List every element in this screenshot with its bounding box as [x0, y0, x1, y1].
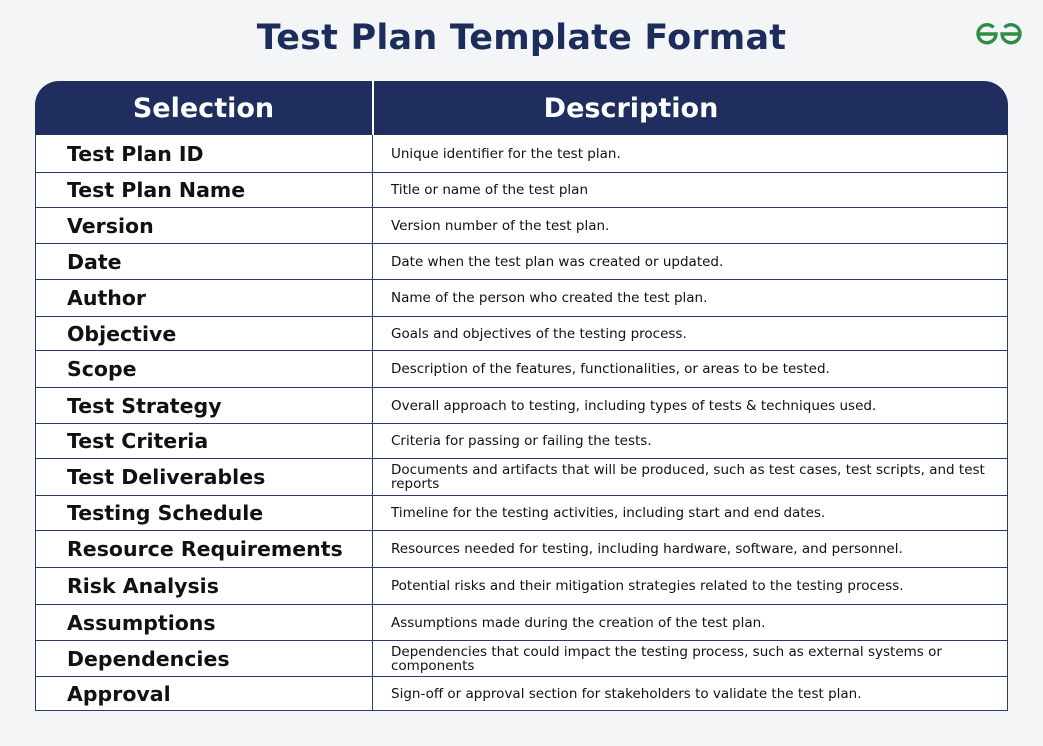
selection-cell: Scope — [36, 351, 373, 387]
description-cell: Sign-off or approval section for stakeholders to validate the test plan. — [391, 685, 862, 702]
table-row — [36, 604, 1007, 640]
description-cell: Goals and objectives of the testing process. — [391, 325, 687, 342]
selection-cell: Author — [36, 280, 373, 316]
description-cell: Description of the features, functionalities, or areas to be tested. — [391, 361, 830, 377]
table-row — [36, 350, 1007, 387]
description-cell: Name of the person who created the test plan. — [391, 290, 708, 306]
description-cell: Dependencies that could impact the testing process, such as external systems or components — [391, 643, 942, 674]
table-row — [36, 423, 1007, 458]
selection-cell: Test Deliverables — [36, 459, 373, 495]
selection-cell: Date — [36, 244, 373, 279]
selection-cell: Test Plan ID — [36, 135, 373, 172]
geeksforgeeks-logo-icon — [975, 22, 1023, 46]
description-cell: Unique identifier for the test plan. — [391, 145, 621, 162]
table-body — [35, 135, 1008, 711]
page-title: Test Plan Template Format — [256, 18, 787, 58]
selection-cell: Test Strategy — [36, 388, 373, 423]
description-cell: Documents and artifacts that will be produced, such as test cases, test scripts, and test reports — [391, 462, 985, 492]
table-row — [36, 387, 1007, 423]
table-row — [36, 530, 1007, 567]
selection-cell: Test Criteria — [36, 424, 373, 458]
table-row — [36, 567, 1007, 604]
header-description: Description — [543, 92, 719, 124]
selection-cell: Test Plan Name — [36, 173, 373, 207]
description-cell: Timeline for the testing activities, including start and end dates. — [391, 505, 826, 521]
table-row — [36, 316, 1007, 350]
description-cell: Assumptions made during the creation of the test plan. — [391, 614, 766, 631]
table-row — [36, 495, 1007, 530]
selection-cell: Resource Requirements — [36, 531, 373, 567]
selection-cell: Risk Analysis — [36, 568, 373, 604]
table-row — [36, 279, 1007, 316]
selection-cell: Version — [36, 208, 373, 243]
table-header — [35, 81, 1008, 135]
selection-cell: Assumptions — [36, 605, 373, 640]
table-row — [36, 676, 1007, 710]
table-row — [36, 640, 1007, 676]
description-cell: Title or name of the test plan — [391, 182, 589, 198]
selection-cell: Testing Schedule — [36, 496, 373, 530]
header-selection: Selection — [35, 81, 374, 135]
description-cell: Overall approach to testing, including types of tests & techniques used. — [391, 397, 877, 414]
table-row — [36, 458, 1007, 495]
test-plan-table — [35, 81, 1008, 711]
selection-cell: Approval — [36, 677, 373, 710]
table-row — [36, 243, 1007, 279]
table-row — [36, 135, 1007, 172]
description-cell: Resources needed for testing, including hardware, software, and personnel. — [391, 541, 903, 557]
selection-cell: Dependencies — [36, 641, 373, 676]
table-row — [36, 172, 1007, 207]
description-cell: Potential risks and their mitigation strategies related to the testing process. — [391, 578, 904, 594]
selection-cell: Objective — [36, 317, 373, 350]
table-row — [36, 207, 1007, 243]
description-cell: Version number of the test plan. — [391, 217, 610, 234]
description-cell: Date when the test plan was created or updated. — [391, 253, 724, 270]
description-cell: Criteria for passing or failing the tests. — [391, 433, 652, 449]
